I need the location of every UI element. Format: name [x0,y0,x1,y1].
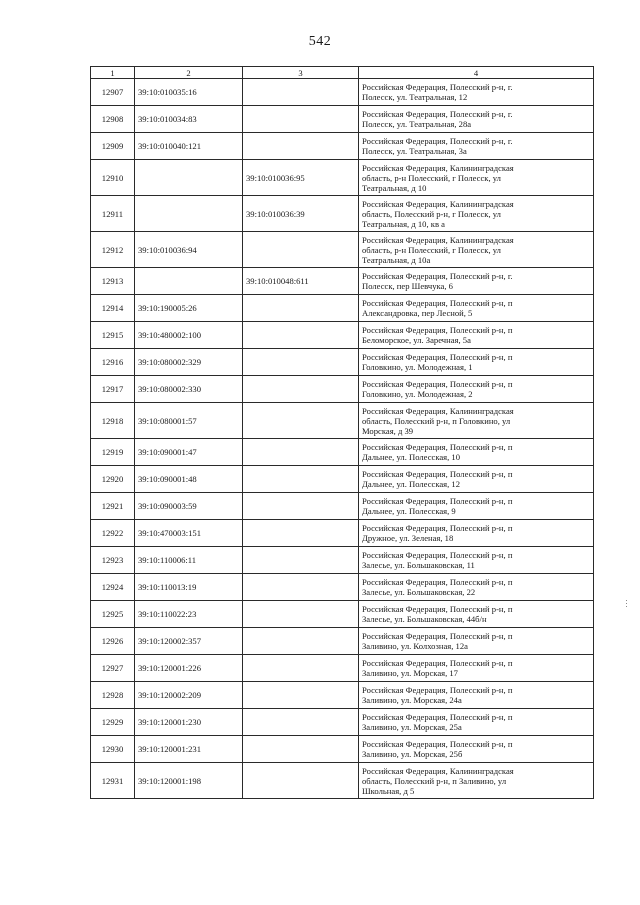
record-number-cell: 12908 [91,106,135,133]
table-row [91,520,594,547]
address-cell [359,376,594,403]
address-line: Российская Федерация, Полесский р-н, п [362,685,513,695]
address-line: Заливино, ул. Морская, 24а [362,695,462,705]
cadastral-number-alt-cell [243,547,359,574]
address-line: Заливино, ул. Морская, 17 [362,668,458,678]
address-line: Головкино, ул. Молодежная, 1 [362,362,473,372]
column-header-2: 2 [135,67,243,79]
address-line: Дальнее, ул. Полесская, 9 [362,506,456,516]
cadastral-number-cell [135,196,243,232]
address-line: Полесск, пер Шевчука, 6 [362,281,453,291]
cadastral-number-alt-cell [243,349,359,376]
address-line: Российская Федерация, Калининградская [362,198,514,209]
cadastral-number-alt-cell [243,520,359,547]
record-number-cell: 12930 [91,736,135,763]
address-line: Театральная, д 10а [362,254,431,265]
address-line: Театральная, д 10 [362,182,427,193]
table-row [91,322,594,349]
address-cell [359,466,594,493]
table-row [91,709,594,736]
cadastral-number-cell [135,160,243,196]
address-line: Российская Федерация, Калининградская [362,234,514,245]
address-cell [359,268,594,295]
address-line: Заливино, ул. Морская, 25а [362,722,462,732]
address-cell [359,574,594,601]
table-header [91,67,594,79]
address-cell [359,133,594,160]
cadastral-number-alt-cell [243,295,359,322]
address-cell [359,601,594,628]
record-number-cell: 12922 [91,520,135,547]
address-cell [359,655,594,682]
cadastral-number-cell: 39:10:190005:26 [135,295,243,322]
record-number-cell: 12920 [91,466,135,493]
cadastral-number-alt-cell [243,763,359,799]
table-row [91,295,594,322]
cadastral-number-cell: 39:10:120001:198 [135,763,243,799]
cadastral-number-alt-cell: 39:10:010036:95 [243,160,359,196]
address-line: Александровка, пер Лесной, 5 [362,308,473,318]
cadastral-number-alt-cell [243,736,359,763]
cadastral-number-alt-cell [243,682,359,709]
address-cell [359,295,594,322]
table-row [91,133,594,160]
address-line: Российская Федерация, Полесский р-н, п [362,739,513,749]
address-line: Театральная, д 10, кв а [362,218,445,229]
address-cell [359,349,594,376]
table-row [91,403,594,439]
cadastral-number-alt-cell [243,493,359,520]
table-row [91,763,594,799]
address-cell [359,79,594,106]
cadastral-number-cell: 39:10:120001:230 [135,709,243,736]
cadastral-number-cell: 39:10:480002:100 [135,322,243,349]
record-number-cell: 12929 [91,709,135,736]
table-row [91,682,594,709]
address-line: Российская Федерация, Полесский р-н, п [362,298,513,308]
table-row [91,160,594,196]
address-line: Российская Федерация, Калининградская [362,765,514,776]
address-line: область, Полесский р-н, п Заливино, ул [362,775,507,786]
address-line: Залесье, ул. Большаковская, 22 [362,587,476,597]
address-cell [359,493,594,520]
cadastral-number-cell: 39:10:120002:357 [135,628,243,655]
table-row [91,349,594,376]
address-line: Дальнее, ул. Полесская, 10 [362,452,461,462]
address-cell [359,736,594,763]
cadastral-number-cell: 39:10:120001:226 [135,655,243,682]
record-number-cell: 12915 [91,322,135,349]
address-line: Российская Федерация, Полесский р-н, г. [362,82,513,92]
address-line: Беломорское, ул. Заречная, 5а [362,335,471,345]
cadastral-number-cell: 39:10:080002:330 [135,376,243,403]
address-line: Полесск, ул. Театральная, 12 [362,92,468,102]
address-line: Полесск, ул. Театральная, 28а [362,119,472,129]
record-number-cell: 12928 [91,682,135,709]
address-line: Российская Федерация, Полесский р-н, п [362,604,513,614]
address-cell [359,196,594,232]
cadastral-number-alt-cell [243,601,359,628]
record-number-cell: 12909 [91,133,135,160]
address-line: Дальнее, ул. Полесская, 12 [362,479,461,489]
table-row [91,601,594,628]
address-line: Российская Федерация, Полесский р-н, п [362,550,513,560]
cadastral-number-alt-cell [243,628,359,655]
address-line: Российская Федерация, Полесский р-н, г. [362,109,513,119]
address-cell [359,763,594,799]
cadastral-number-cell: 39:10:110022:23 [135,601,243,628]
address-line: Российская Федерация, Полесский р-н, г. [362,271,513,281]
cadastral-number-cell: 39:10:010034:83 [135,106,243,133]
address-line: Российская Федерация, Полесский р-н, п [362,325,513,335]
address-line: Залесье, ул. Большаковская, 11 [362,560,475,570]
record-number-cell: 12921 [91,493,135,520]
cadastral-number-cell: 39:10:090001:48 [135,466,243,493]
address-cell [359,160,594,196]
address-line: Морская, д 39 [362,425,414,436]
address-cell [359,682,594,709]
address-cell [359,106,594,133]
table-row [91,439,594,466]
table-row [91,628,594,655]
address-line: область, Полесский р-н, п Головкино, ул [362,415,511,426]
cadastral-number-alt-cell: 39:10:010048:611 [243,268,359,295]
table-row [91,736,594,763]
cadastral-number-alt-cell [243,322,359,349]
cadastral-number-alt-cell [243,133,359,160]
record-number-cell: 12911 [91,196,135,232]
address-line: Заливино, ул. Колхозная, 12а [362,641,468,651]
record-number-cell: 12931 [91,763,135,799]
cadastral-number-alt-cell [243,439,359,466]
cadastral-number-alt-cell [243,376,359,403]
address-line: Российская Федерация, Полесский р-н, п [362,496,513,506]
cadastral-number-cell: 39:10:120001:231 [135,736,243,763]
cadastral-number-alt-cell [243,106,359,133]
table-body [91,79,594,799]
cadastral-number-alt-cell [243,403,359,439]
address-cell [359,628,594,655]
table-row [91,196,594,232]
address-line: Заливино, ул. Морская, 25б [362,749,463,759]
cadastral-number-alt-cell [243,79,359,106]
record-number-cell: 12907 [91,79,135,106]
column-header-3: 3 [243,67,359,79]
address-cell [359,232,594,268]
scan-speck [626,606,627,607]
record-number-cell: 12924 [91,574,135,601]
record-number-cell: 12916 [91,349,135,376]
cadastral-number-alt-cell [243,709,359,736]
table-row [91,106,594,133]
record-number-cell: 12927 [91,655,135,682]
address-cell [359,709,594,736]
scan-speck [626,600,627,601]
address-line: область, р-н Полесский, г Полесск, ул [362,244,501,255]
record-number-cell: 12926 [91,628,135,655]
address-line: Российская Федерация, Полесский р-н, п [362,352,513,362]
cadastral-number-cell: 39:10:120002:209 [135,682,243,709]
cadastral-number-alt-cell: 39:10:010036:39 [243,196,359,232]
scan-speck [626,603,627,604]
address-line: Залесье, ул. Большаковская, 44б/н [362,614,487,624]
cadastral-number-alt-cell [243,232,359,268]
record-number-cell: 12912 [91,232,135,268]
table-row [91,268,594,295]
cadastral-number-cell: 39:10:090001:47 [135,439,243,466]
cadastral-number-cell: 39:10:080001:57 [135,403,243,439]
address-line: Полесск, ул. Театральная, 3а [362,146,467,156]
table-row [91,376,594,403]
record-number-cell: 12919 [91,439,135,466]
address-line: область, р-н Полесский, г Полесск, ул [362,172,501,183]
address-line: Российская Федерация, Калининградская [362,162,514,173]
record-number-cell: 12923 [91,547,135,574]
cadastral-number-cell: 39:10:090003:59 [135,493,243,520]
table-row [91,574,594,601]
address-line: Российская Федерация, Полесский р-н, п [362,469,513,479]
address-line: Российская Федерация, Полесский р-н, п [362,442,513,452]
table-row [91,655,594,682]
address-line: Российская Федерация, Полесский р-н, г. [362,136,513,146]
column-header-4: 4 [359,67,594,79]
address-line: Российская Федерация, Полесский р-н, п [362,379,513,389]
cadastral-number-cell: 39:10:110006:11 [135,547,243,574]
cadastral-number-cell: 39:10:010040:121 [135,133,243,160]
cadastral-number-cell [135,268,243,295]
address-cell [359,403,594,439]
address-line: Российская Федерация, Полесский р-н, п [362,712,513,722]
table-row [91,466,594,493]
record-number-cell: 12917 [91,376,135,403]
header-row [91,67,594,79]
address-line: Дружное, ул. Зеленая, 18 [362,533,454,543]
address-line: Российская Федерация, Полесский р-н, п [362,577,513,587]
cadastral-number-alt-cell [243,655,359,682]
table-row [91,493,594,520]
table-row [91,232,594,268]
cadastral-number-alt-cell [243,574,359,601]
page-number: 542 [308,34,332,49]
address-line: Российская Федерация, Полесский р-н, п [362,658,513,668]
cadastral-number-cell: 39:10:470003:151 [135,520,243,547]
address-line: Головкино, ул. Молодежная, 2 [362,389,473,399]
record-number-cell: 12914 [91,295,135,322]
address-line: Российская Федерация, Полесский р-н, п [362,631,513,641]
address-cell [359,439,594,466]
table-row [91,79,594,106]
table-row [91,547,594,574]
record-number-cell: 12910 [91,160,135,196]
cadastral-number-cell: 39:10:110013:19 [135,574,243,601]
address-line: Российская Федерация, Калининградская [362,405,514,416]
cadastral-number-cell: 39:10:010036:94 [135,232,243,268]
cadastral-number-cell: 39:10:010035:16 [135,79,243,106]
address-line: Школьная, д 5 [362,785,415,796]
address-line: Российская Федерация, Полесский р-н, п [362,523,513,533]
address-line: область, Полесский р-н, г Полесск, ул [362,208,501,219]
record-number-cell: 12913 [91,268,135,295]
cadastral-number-alt-cell [243,466,359,493]
address-cell [359,520,594,547]
address-cell [359,547,594,574]
record-number-cell: 12918 [91,403,135,439]
record-number-cell: 12925 [91,601,135,628]
address-cell [359,322,594,349]
cadastral-number-cell: 39:10:080002:329 [135,349,243,376]
register-table [90,66,594,799]
column-header-1: 1 [91,67,135,79]
